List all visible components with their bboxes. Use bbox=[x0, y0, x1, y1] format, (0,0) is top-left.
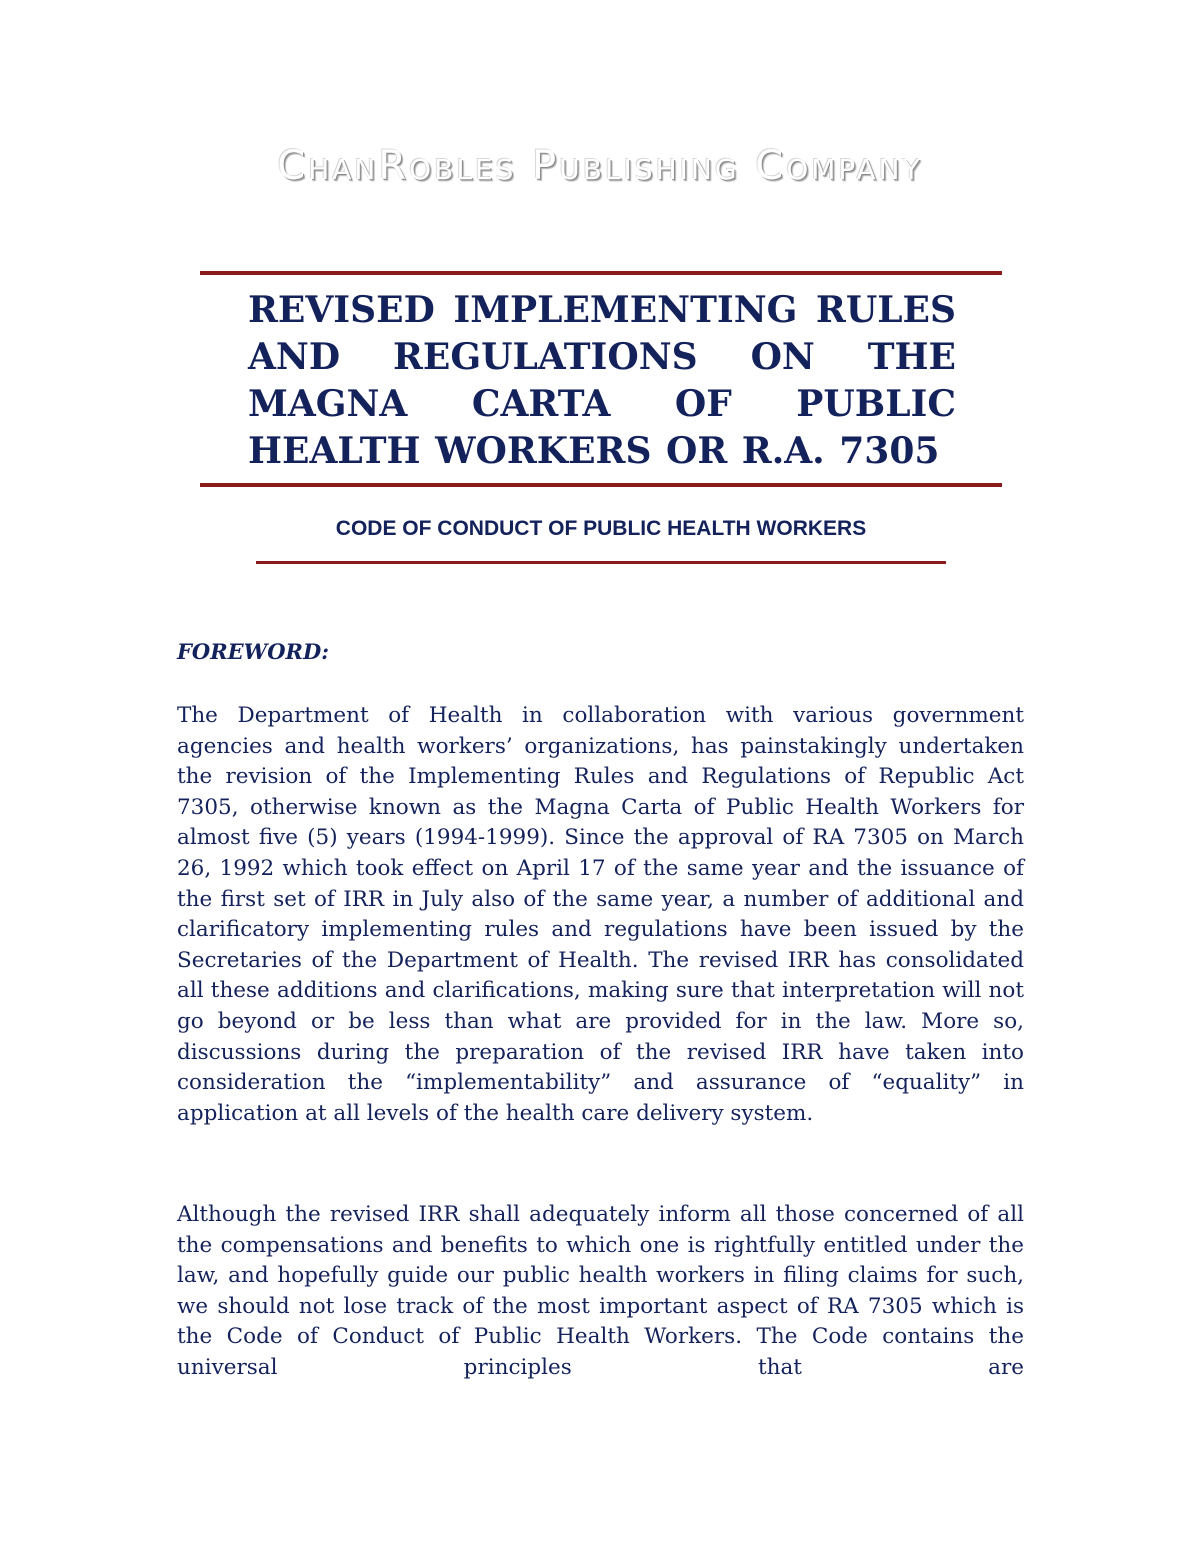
title-bottom-rule bbox=[200, 483, 1002, 487]
publisher-header: ChanRobles Publishing Company bbox=[277, 143, 923, 189]
foreword-paragraph: Although the revised IRR shall adequately inform all those concerned of all the compensations and benefits to which one is rightfully entitled under the law, and hopefully guide our public health workers in filing claims for such, we should not lose track of the most important aspect of RA 7305 which is the Code of Conduct of Public Health Workers. The Code contains the universal principles that are bbox=[177, 1202, 1024, 1380]
foreword-paragraph: The Department of Health in collaboration with various government agencies and health workers’ organizations, has painstakingly undertaken the revision of the Implementing Rules and Regulations of Republic Act 7305, otherwise known as the Magna Carta of Public Health Workers for almost five (5) years (1994-1999). Since the approval of RA 7305 on March 26, 1992 which took effect on April 17 of the same year and the issuance of the first set of IRR in July also of the same year, a number of additional and clarificatory implementing rules and regulations have been issued by the Secretaries of the Department of Health. The revised IRR has consolidated all these additions and clarifications, making sure that interpretation will not go beyond or be less than what are provided for in the law. More so, discussions during the preparation of the revised IRR have taken into consideration the “implementability” and assurance of “equality” in application at all levels of the health care delivery system. bbox=[177, 703, 1024, 1126]
document-title: REVISED IMPLEMENTING RULES AND REGULATIONS ON THE MAGNA CARTA OF PUBLIC HEALTH WORKERS OR R.A. 7305 bbox=[248, 289, 956, 472]
document-subtitle: CODE OF CONDUCT OF PUBLIC HEALTH WORKERS bbox=[335, 517, 867, 540]
foreword-heading: FOREWORD: bbox=[177, 639, 329, 664]
subtitle-rule bbox=[256, 561, 946, 564]
title-top-rule bbox=[200, 271, 1002, 275]
